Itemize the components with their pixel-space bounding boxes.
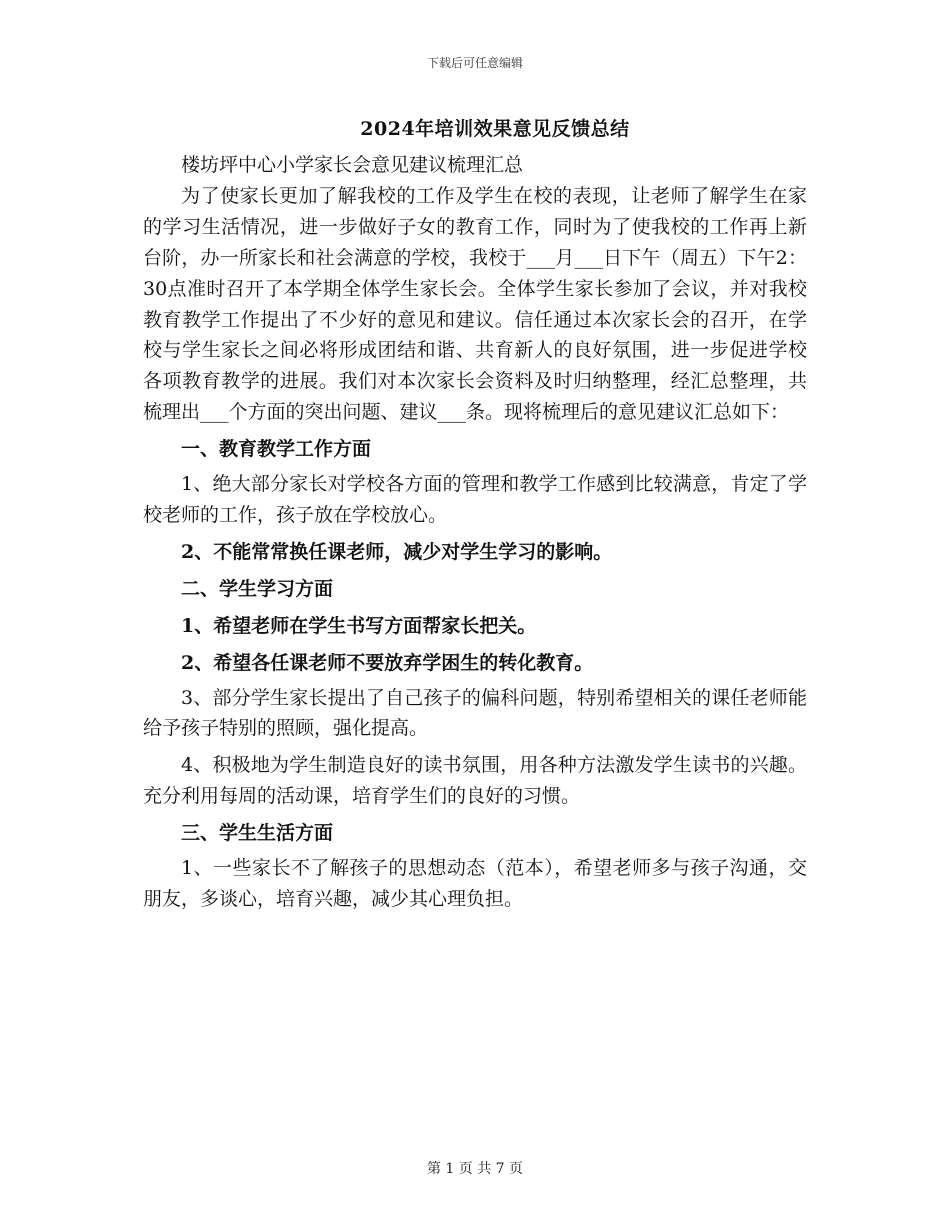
header-note: 下载后可任意编辑	[426, 56, 523, 70]
document-title: 2024年培训效果意见反馈总结	[360, 118, 630, 140]
section-heading-life: 三、学生生活方面	[181, 822, 334, 845]
intro-paragraph: 为了使家长更加了解我校的工作及学生在校的表现，让老师了解学生在家的学习生活情况，进一步做好子女的教育工作，同时为了使我校的工作再上新台阶，办一所家长和社会满意的学校，我校于___月___日下午（周五）下午2：30点准时召开了本学期全体学生家长会。全体学生家长参加了会议，并对我校教育教学工作提出了不少好的意见和建议。信任通过本次家长会的召开，在学校与学生家长之间必将形成团结和谐、共育新人的良好氛围，进一步促进学校各项教育教学的进展。我们对本次家长会资料及时归纳整理，经汇总整理，共梳理出___个方面的突出问题、建议___条。现将梳理后的意见建议汇总如下：	[143, 184, 807, 424]
list-item: 4、积极地为学生制造良好的读书氛围，用各种方法激发学生读书的兴趣。充分利用每周的活动课，培育学生们的良好的习惯。	[143, 754, 807, 808]
document-subtitle: 楼坊坪中心小学家长会意见建议梳理汇总	[181, 154, 524, 176]
document-body	[143, 150, 807, 915]
page-number-footer: 第 1 页 共 7 页	[426, 1161, 524, 1177]
section-heading-study: 二、学生学习方面	[181, 577, 334, 600]
list-item: 1、绝大部分家长对学校各方面的管理和教学工作感到比较满意，肯定了学校老师的工作，孩子放在学校放心。	[143, 473, 807, 526]
list-item: 1、一些家长不了解孩子的思想动态（范本），希望老师多与孩子沟通，交朋友，多谈心，培育兴趣，减少其心理负担。	[143, 857, 807, 910]
list-item: 2、希望各任课老师不要放弃学困生的转化教育。	[181, 651, 594, 674]
list-item: 2、不能常常换任课老师，减少对学生学习的影响。	[181, 540, 613, 563]
list-item: 1、希望老师在学生书写方面帮家长把关。	[181, 614, 537, 637]
section-heading-teaching: 一、教育教学工作方面	[181, 438, 372, 461]
list-item: 3、部分学生家长提出了自己孩子的偏科问题，特别希望相关的课任老师能给予孩子特别的照顾，强化提高。	[143, 686, 807, 740]
